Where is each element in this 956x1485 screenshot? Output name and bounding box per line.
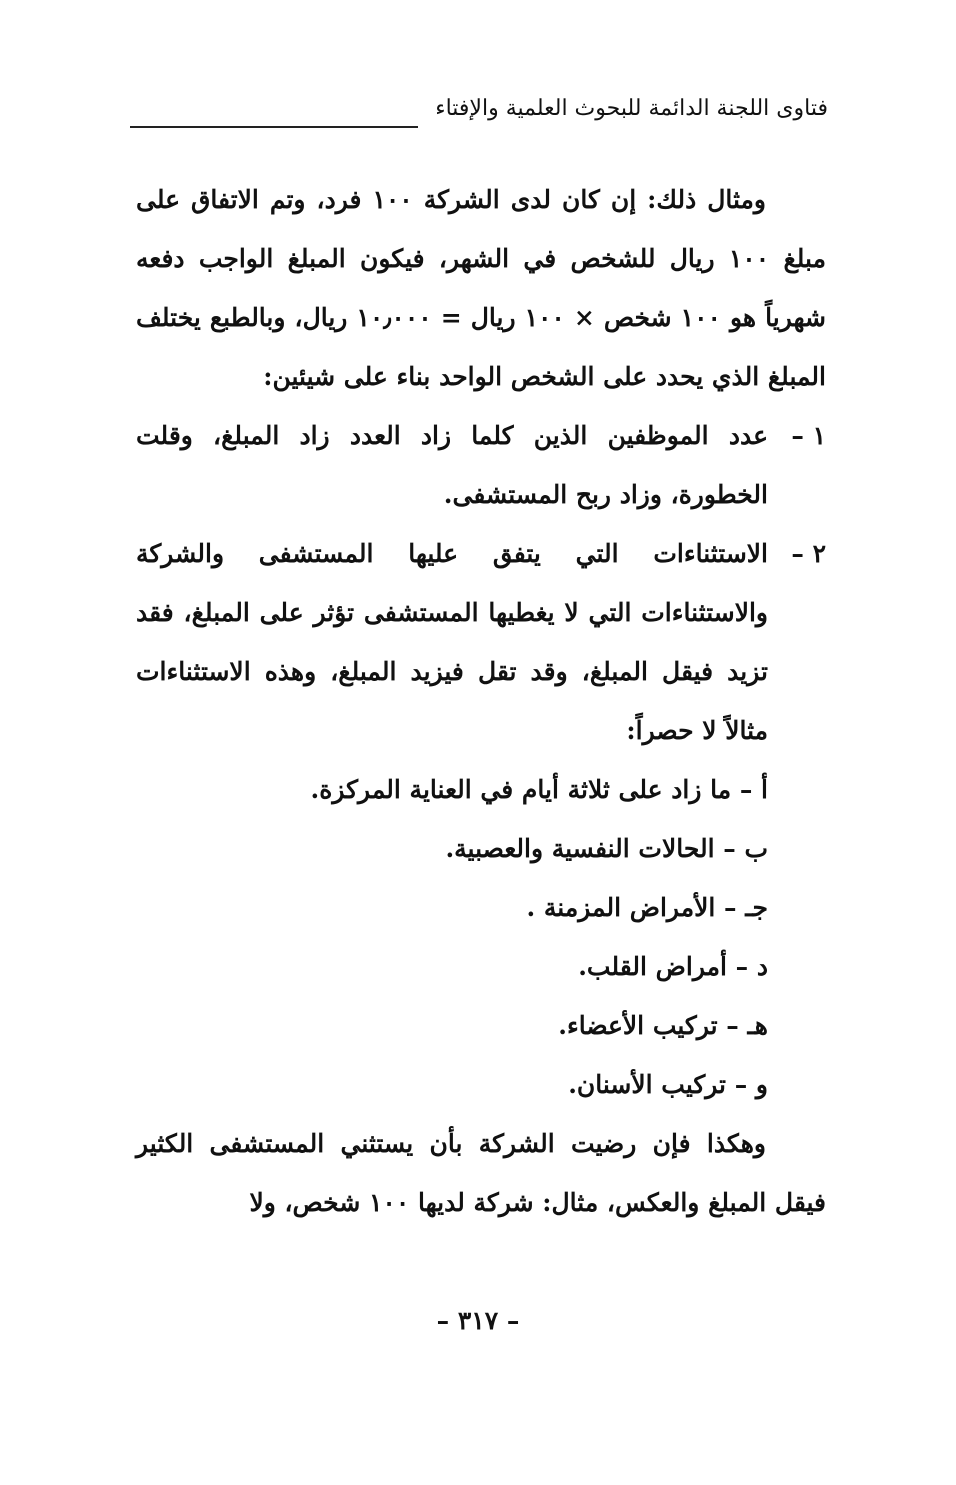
running-header: فتاوى اللجنة الدائمة للبحوث العلمية والإفتاء bbox=[435, 96, 828, 121]
list-item: و – تركيب الأسنان. bbox=[568, 1070, 768, 1099]
list-item: د – أمراض القلب. bbox=[578, 952, 768, 981]
exceptions-list bbox=[136, 760, 826, 1114]
closing-paragraph: وهكذا فإن رضيت الشركة بأن يستثني المستشفى الكثير فيقل المبلغ والعكس، مثال: شركة لديها ١٠٠ شخص، ولا bbox=[136, 1129, 826, 1217]
intro-paragraph: ومثال ذلك: إن كان لدى الشركة ١٠٠ فرد، وتم الاتفاق على مبلغ ١٠٠ ريال للشخص في الشهر، فيكون المبلغ الواجب دفعه شهرياً هو ١٠٠ شخص × ١٠٠ ريال = ١٠٫٠٠٠ ريال، وبالطبع يختلف المبلغ الذي يحدد على الشخص الواحد بناء على شيئين: bbox=[136, 185, 826, 391]
list-item: هـ – تركيب الأعضاء. bbox=[558, 1011, 768, 1040]
item-text: الاستثناءات التي يتفق عليها المستشفى والشركة والاستثناءات التي لا يغطيها المستشفى تؤثر على المبلغ، فقد تزيد فيقل المبلغ، وقد تقل فيزيد المبلغ، وهذه الاستثناءات مثالاً لا حصراً: bbox=[136, 539, 768, 745]
list-item: أ – ما زاد على ثلاثة أيام في العناية المركزة. bbox=[310, 775, 768, 804]
list-item: جـ – الأمراض المزمنة . bbox=[526, 893, 768, 922]
body-text bbox=[136, 170, 826, 1232]
numbered-item-2 bbox=[136, 524, 826, 760]
item-marker: ٢ – bbox=[791, 539, 826, 568]
item-text: عدد الموظفين الذين كلما زاد العدد زاد المبلغ، وقلت الخطورة، وزاد ربح المستشفى. bbox=[136, 421, 768, 509]
numbered-item-1 bbox=[136, 406, 826, 524]
page-number: – ٣١٧ – bbox=[436, 1306, 520, 1335]
list-item: ب – الحالات النفسية والعصبية. bbox=[445, 834, 768, 863]
item-marker: ١ – bbox=[791, 421, 826, 450]
header-rule bbox=[130, 126, 418, 128]
